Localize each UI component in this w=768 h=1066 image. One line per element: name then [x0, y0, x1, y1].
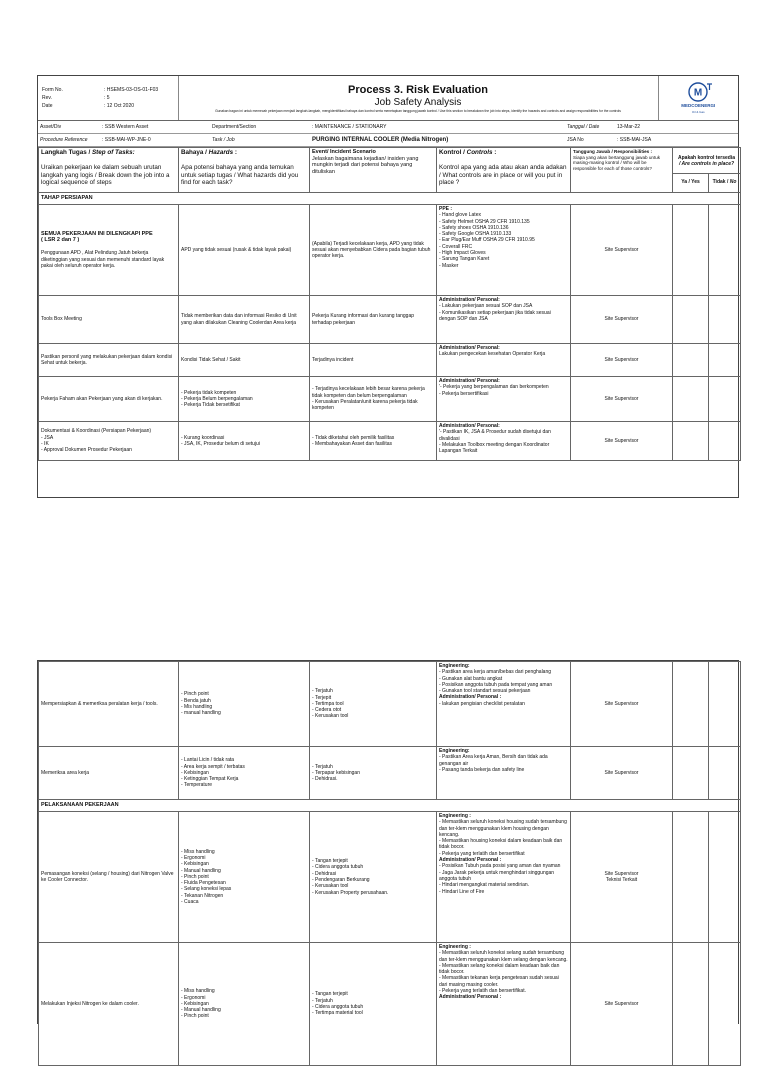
column-header-row	[39, 148, 741, 174]
col-controls-in-place: Apakah kontrol tersedia / Are controls in place?	[673, 148, 741, 174]
form-meta-row	[42, 94, 176, 102]
form-meta-label: Rev.	[42, 95, 52, 101]
responsibility-cell	[571, 943, 673, 1066]
table-row	[39, 747, 741, 800]
form-title: Process 3. Risk Evaluation	[347, 83, 488, 96]
responsibility-text: Site Supervisor	[604, 769, 639, 776]
table-row	[39, 205, 741, 296]
table-row	[39, 422, 741, 461]
control-heading: Administration/ Personal:	[439, 345, 500, 351]
control-text: - Hand glove Latex - Safety Helmet OSHA 29 CFR 1910.135 - Safety shoes OSHA 1910.136 - Safety Google OSHA 1910.133 - Ear Plug/Ear Muff OSHA 29 CFR 1910.95 - Coverall FRC - High Impact Gloves - Sarung Tangan Karet - Masker	[439, 212, 535, 269]
step-cell	[39, 344, 179, 377]
control-text: - Pastikan area kerja aman/bebas dari penghalang - Gunakan alat bantu angkat - Posisikan anggota tubuh pada tempat yang aman - Gunakan tool standart sesuai pekerjaan	[439, 669, 553, 695]
control-cell	[437, 747, 571, 800]
jsa-no-label: JSA No	[565, 134, 615, 147]
control-cell	[437, 344, 571, 377]
yes-checkbox-cell	[673, 422, 709, 461]
control-text: - Lakukan pekerjaan sesuai SOP dan JSA - Komunikasikan setiap pekerjaan jika tidak sesuai dengan SOP dan JSA	[439, 303, 551, 322]
col-hazards: Bahaya / Hazards : Apa potensi bahaya yang anda temukan untuk setiap tugas / What hazards did you find for each task?	[179, 148, 310, 193]
table-row	[39, 344, 741, 377]
step-text: Memeriksa area kerja	[41, 769, 90, 776]
responsibility-text: Site Supervisor	[604, 316, 639, 323]
hazard-text: - Pekerja tidak kompeten - Pekerja Belum berpengalaman - Pekerja Tidak bersetifikat	[181, 389, 253, 409]
section-row-exec: PELAKSANAAN PEKERJAAN	[39, 800, 741, 812]
event-cell	[310, 422, 437, 461]
form-meta-label: Form No.	[42, 87, 63, 93]
responsibility-cell	[571, 422, 673, 461]
hazard-text: - Lantai Licin / tidak rata - Area kerja sempit / terbatas - Kebisingan - Ketinggian Tempat Kerja - Temperature	[181, 757, 245, 789]
responsibility-text: Site Supervisor	[604, 246, 639, 253]
responsibility-cell	[571, 377, 673, 422]
table-row	[39, 812, 741, 943]
no-checkbox-cell	[709, 422, 741, 461]
form-title-block	[178, 76, 658, 120]
responsibility-cell	[571, 662, 673, 747]
control-text: '- Pekerja yang berpengalaman dan berkompeten - Pekerja bersertifikasi	[439, 384, 549, 397]
hazard-text: Tidak memberikan data dan informasi Resiko di Unit yang akan dilakukan Cleaning Coolerdan Area kerja	[181, 313, 297, 326]
control-heading: Administration/ Personal :	[439, 994, 502, 1001]
form-meta-label: Date	[42, 103, 53, 109]
step-cell	[39, 377, 179, 422]
event-text: Pekerja Kurang informasi dan kurang tanggap terhadap pekerjaan	[312, 313, 415, 326]
event-text: - Terjadinya kecelakaan lebih besar karena pekerja tidak kompeten dan belum berpengalaman - Kerusakan Peralatan/unit karena pekerja tidak kompeten	[312, 386, 425, 412]
control-heading: PPE :	[439, 206, 453, 212]
form-meta-value: : 5	[104, 95, 110, 101]
control-heading: Administration/ Personal:	[439, 297, 500, 303]
control-heading: Administration/ Personal :	[439, 694, 502, 701]
no-checkbox-cell	[709, 344, 741, 377]
yes-checkbox-cell	[673, 205, 709, 296]
hazard-cell	[179, 812, 310, 943]
date-label: Tanggal / Date	[565, 121, 615, 134]
svg-text:M: M	[694, 87, 703, 99]
event-text: - Tangan terjepit - Cidera anggota tubuh - Dehidrasi - Pendengaran Berkurang - Kerusakan tool - Kerusakan Property perusahaan.	[312, 858, 389, 896]
event-cell	[310, 296, 437, 344]
logo-wordmark: MEDCOENERGI	[681, 102, 716, 108]
jsa-sheet-page-1	[37, 75, 739, 498]
control-cell	[437, 662, 571, 747]
step-cell	[39, 662, 179, 747]
hazard-cell	[179, 943, 310, 1066]
yes-checkbox-cell	[673, 747, 709, 800]
responsibility-cell	[571, 296, 673, 344]
responsibility-text: Site Supervisor	[604, 437, 639, 444]
responsibility-text: Site Supervisor	[604, 395, 639, 402]
control-cell	[437, 812, 571, 943]
control-heading: Engineering:	[439, 663, 470, 669]
control-text: - lakukan pengisian checklist peralatan	[439, 700, 525, 707]
hazard-cell	[179, 344, 310, 377]
step-cell	[39, 205, 179, 296]
asset-value: : SSB Western Asset	[100, 121, 210, 134]
no-checkbox-cell	[709, 812, 741, 943]
col-no: Tidak / No	[709, 174, 741, 193]
step-cell	[39, 812, 179, 943]
control-cell	[437, 422, 571, 461]
step-cell	[39, 422, 179, 461]
jsa-table-1	[38, 147, 741, 461]
col-responsibilities: Tanggung Jawab / Responsibilities : Siapa yang akan bertanggung jawab untuk masing-masing kontrol / Who will be responsible for each of those controls?	[571, 148, 673, 193]
responsibility-text: Site Supervisor	[604, 700, 639, 707]
step-text: Melakukan Injeksi Nitrogen ke dalam cooler.	[41, 1000, 139, 1007]
event-cell	[310, 662, 437, 747]
table-row	[39, 296, 741, 344]
step-cell	[39, 747, 179, 800]
logo-tagline: Oil & Gas	[691, 110, 705, 114]
event-cell	[310, 812, 437, 943]
step-text: Pemasangan koneksi (selang / housing) dari Nitrogen Valve ke Cooler Connector.	[41, 870, 174, 883]
hazard-cell	[179, 377, 310, 422]
event-cell	[310, 747, 437, 800]
task-label: Task / Job	[210, 134, 310, 147]
control-heading: Engineering :	[439, 944, 471, 950]
hazard-text: Kondisi Tidak Sehat / Sakit	[181, 356, 241, 363]
event-text: Terjadinya incident	[312, 356, 354, 363]
jsa-sheet-page-2	[37, 660, 739, 1024]
step-text: Dokumentasi & Koordinasi (Persiapan Pekerjaan) - JSA - IK - Approval Dokumen Prosedur Pekerjaan	[41, 428, 152, 454]
control-text: - Memastikan seluruh koneksi selang sudah tersambung dan ter-klem menggunakan klem selang dengan kencang. - Memastikan selang koneksi dalam keadaan baik dan tidak bocor. - Memastikan tekanan kerja pengetesan sudah sesuai dari masing masing cooler. - Pekerja yang terlatih dan bersertifikat.	[439, 950, 568, 995]
form-meta-value: : HSEMS-03-OS-01-F03	[104, 87, 159, 93]
control-text: '- Pastikan IK, JSA & Prosedur sudah disetujui dan divalidasi - Melakukan Toolbox meeting dengan Koordinator Lapangan Terkait	[439, 429, 551, 455]
hazard-cell	[179, 422, 310, 461]
hazard-cell	[179, 662, 310, 747]
event-text: - Tidak diketahui oleh pemilik fasilitas - Membahayakan Asset dan fasilitas	[312, 434, 395, 447]
jsa-table-2	[38, 661, 741, 1066]
step-cell	[39, 296, 179, 344]
jsa-no-value: : SSB-MAI-JSA	[615, 134, 738, 147]
no-checkbox-cell	[709, 296, 741, 344]
no-checkbox-cell	[709, 662, 741, 747]
event-cell	[310, 377, 437, 422]
control-heading: Engineering :	[439, 813, 471, 819]
event-text: - Tangan terjepit - Terjatuh - Cidera anggota tubuh - Tertimpa material tool	[312, 991, 364, 1017]
control-text: Lakukan pengecekan kesehatan Operator Kerja	[439, 351, 546, 358]
form-instruction: Gunakan bagan ini untuk memecah pekerjaan menjadi langkah-langkah, mengidentifikasi bahaya dan kontrol serta menetapkan tanggung jawab kontrol / Use this section to breakdown the job into steps, identify the hazards and controls and assign responsibilities for the controls	[215, 108, 621, 113]
col-event: Event/ Incident Scenario Jelaskan bagaimana kejadian/ insiden yang mungkin terjadi dari potensi bahaya yang dituliskan	[310, 148, 437, 193]
event-cell	[310, 205, 437, 296]
no-checkbox-cell	[709, 943, 741, 1066]
no-checkbox-cell	[709, 205, 741, 296]
responsibility-cell	[571, 747, 673, 800]
no-checkbox-cell	[709, 377, 741, 422]
form-meta-value: : 12 Oct 2020	[104, 103, 135, 109]
table-row	[39, 943, 741, 1066]
table-row	[39, 377, 741, 422]
yes-checkbox-cell	[673, 943, 709, 1066]
company-logo	[658, 76, 738, 120]
responsibility-text: Site Supervisor	[604, 356, 639, 363]
department-value: : MAINTENANCE / STATIONARY	[310, 121, 565, 134]
date-value: 13-Mar-22	[615, 121, 738, 134]
procedure-value: : SSB-MAI-WP-JNE-0	[100, 134, 210, 147]
department-label: Department/Section	[210, 121, 310, 134]
step-cell	[39, 943, 179, 1066]
step-text: Penggunaan APD , Alat Pelindung Jatuh bekerja diketinggian yang sesuai dan memenuhi standard layak pakai oleh seluruh operator kerja.	[41, 250, 165, 269]
hazard-cell	[179, 747, 310, 800]
form-meta-row	[42, 86, 176, 94]
step-text: Tools Box Meeting	[41, 316, 82, 323]
event-cell	[310, 344, 437, 377]
hazard-text: - Miss handling - Ergonomi - Kebisingan - Manual handling - Pinch point - Fluida Pengetesan - Selang koneksi lepas - Tekanan Nitrogen - Cuaca	[181, 848, 232, 906]
control-heading: Administration/ Personal :	[439, 857, 502, 864]
event-text: - Terjatuh - Terjepit - Tertimpa tool - Cedera otot - Kerusakan tool	[312, 688, 349, 720]
table-row	[39, 662, 741, 747]
task-value: PURGING INTERNAL COOLER (Media Nitrogen)	[310, 134, 565, 147]
form-subtitle: Job Safety Analysis	[374, 96, 462, 108]
col-controls: Kontrol / Controls : Kontrol apa yang ada atau akan anda adakan / What controls are in place or will you put in place ?	[437, 148, 571, 193]
control-heading: Administration/ Personal:	[439, 378, 500, 384]
responsibility-text: Site Supervisor	[604, 1000, 639, 1007]
step-text: Mempersiapkan & memeriksa peralatan kerja / tools.	[41, 700, 158, 707]
procedure-label: Procedure Reference	[38, 134, 100, 147]
responsibility-cell	[571, 205, 673, 296]
control-heading: Administration/ Personal:	[439, 423, 500, 429]
event-text: - Terjatuh - Terpapar kebisingan - Dehidrasi.	[312, 763, 360, 783]
col-yes: Ya / Yes	[673, 174, 709, 193]
form-header	[38, 76, 738, 120]
yes-checkbox-cell	[673, 812, 709, 943]
step-text: Pastikan personil yang melakukan pekerjaan dalam kondisi Sehat untuk bekerja.	[41, 353, 173, 366]
control-heading: Engineering:	[439, 748, 470, 754]
section-row-prep: TAHAP PERSIAPAN	[39, 193, 741, 205]
hazard-text: - Miss handling - Ergonomi - Kebisingan - Manual handling - Pinch point	[181, 988, 221, 1020]
medco-logo-icon	[683, 81, 713, 103]
no-checkbox-cell	[709, 747, 741, 800]
control-text: - Pastikan Area kerja Aman, Bersih dan tidak ada genangan air - Pasang tanda bekerja dan safety line	[439, 754, 548, 773]
control-cell	[437, 205, 571, 296]
responsibility-text: Site Supervisor Teknisi Terkait	[604, 870, 639, 883]
control-text: - Memastikan seluruh koneksi housing sudah tersambung dan ter-klem menggunakan klem housing dengan kencang. - Memastikan housing koneksi dalam keadaan baik dan tidak bocor. - Pekerja yang terlatih dan bersertifikat	[439, 819, 567, 857]
step-text: Pekerja Faham akan Pekerjaan yang akan di kerjakan.	[41, 395, 163, 402]
yes-checkbox-cell	[673, 662, 709, 747]
event-text: (Apabila) Terjadi kecelakaan kerja, APD yang tidak sesuai akan menyebabkan Cidera pada bagian tubuh operator kerja.	[312, 240, 431, 260]
responsibility-cell	[571, 812, 673, 943]
form-meta-row	[42, 102, 176, 110]
responsibility-cell	[571, 344, 673, 377]
yes-checkbox-cell	[673, 296, 709, 344]
yes-checkbox-cell	[673, 344, 709, 377]
hazard-cell	[179, 296, 310, 344]
form-meta	[38, 76, 178, 120]
info-bar	[38, 120, 738, 147]
col-steps: Langkah Tugas / Step of Tasks: Uraikan pekerjaan ke dalam sebuah urutan langkah yang logis / Break down the job into a logical sequence of steps	[39, 148, 179, 193]
step-title: SEMUA PEKERJAAN INI DILENGKAPI PPE ( LSR 2 dan 7 )	[41, 230, 153, 244]
control-text: - Posisikan Tubuh pada posisi yang aman dan nyaman - Jaga Jarak pekerja untuk menghindari singgungan anggota tubuh - Hindari mengangkat material sendirian. - Hindari Line of Fire	[439, 863, 561, 895]
event-cell	[310, 943, 437, 1066]
control-cell	[437, 377, 571, 422]
hazard-text: - Pinch point - Benda jatuh - Mis handling - manual handling	[181, 691, 221, 717]
control-cell	[437, 296, 571, 344]
asset-label: Asset/Div	[38, 121, 100, 134]
hazard-text: APD yang tidak sesuai (rusak & tidak layak pakai)	[181, 246, 292, 253]
hazard-text: - Kurang koordinasi - JSA, IK, Prosedur belum di setujui	[181, 434, 260, 447]
control-cell	[437, 943, 571, 1066]
hazard-cell	[179, 205, 310, 296]
yes-checkbox-cell	[673, 377, 709, 422]
